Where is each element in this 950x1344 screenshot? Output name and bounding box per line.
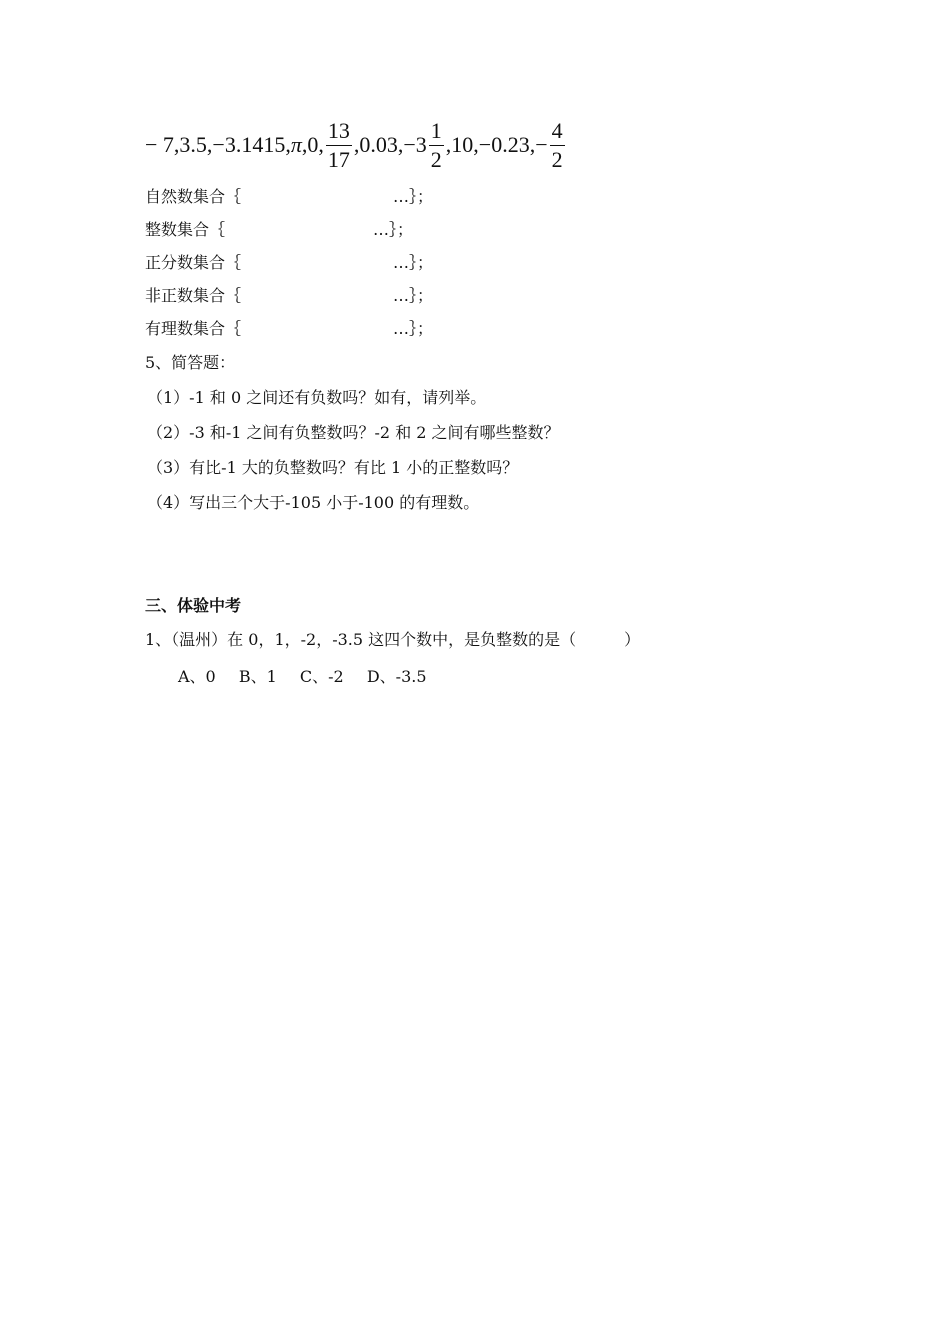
fraction-denominator: 17 [327, 146, 350, 172]
fraction-denominator: 2 [551, 146, 563, 172]
set-end: …｝； [393, 286, 434, 305]
set-label: 整数集合｛ [145, 220, 226, 239]
set-end: …｝； [393, 187, 434, 206]
section-3-heading: 三、体验中考 [145, 596, 242, 615]
set-natural-numbers [145, 184, 434, 207]
question-5-title: 5、简答题： [145, 353, 236, 372]
question-5-item: （2）-3 和-1 之间有负整数吗？-2 和 2 之间有哪些整数？ [147, 423, 560, 442]
set-label: 自然数集合｛ [145, 187, 242, 206]
fraction-numerator: 4 [550, 120, 565, 146]
fraction-1-2 [429, 117, 444, 172]
number-list [145, 112, 567, 178]
set-end: …｝； [393, 319, 434, 338]
set-end: …｝； [393, 253, 434, 272]
set-integers [145, 217, 414, 240]
fraction-numerator: 1 [429, 120, 444, 146]
question-5-item: （4）写出三个大于-105 小于-100 的有理数。 [147, 493, 480, 512]
option-b: B、1 [238, 667, 277, 686]
fraction-numerator: 13 [326, 120, 352, 146]
pi-symbol: π [290, 132, 302, 157]
option-d: D、-3.5 [366, 667, 427, 686]
question-1-options [178, 664, 445, 687]
question-5-item: （1）-1 和 0 之间还有负数吗？如有，请列举。 [147, 388, 487, 407]
set-non-positive-numbers [145, 283, 434, 306]
option-a: A、0 [178, 667, 216, 686]
fraction-denominator: 2 [430, 146, 442, 172]
number-list-part: ,10,−0.23,− [445, 132, 548, 157]
number-list-part: ,0, [301, 132, 324, 157]
number-list-part: − 7,3.5,−3.1415, [145, 132, 291, 157]
fraction-13-17 [326, 117, 352, 172]
option-c: C、-2 [299, 667, 344, 686]
set-positive-fractions [145, 250, 434, 273]
question-5-item: （3）有比-1 大的负整数吗？有比 1 小的正整数吗？ [147, 458, 519, 477]
set-end: …｝； [373, 220, 414, 239]
set-rational-numbers [145, 316, 434, 339]
set-label: 有理数集合｛ [145, 319, 242, 338]
set-label: 正分数集合｛ [145, 253, 242, 272]
set-label: 非正数集合｛ [145, 286, 242, 305]
fraction-4-2 [550, 117, 565, 172]
question-1: 1、（温州）在 0，1，-2，-3.5 这四个数中，是负整数的是（ ） [145, 630, 641, 649]
number-list-part: ,0.03,−3 [353, 132, 427, 157]
